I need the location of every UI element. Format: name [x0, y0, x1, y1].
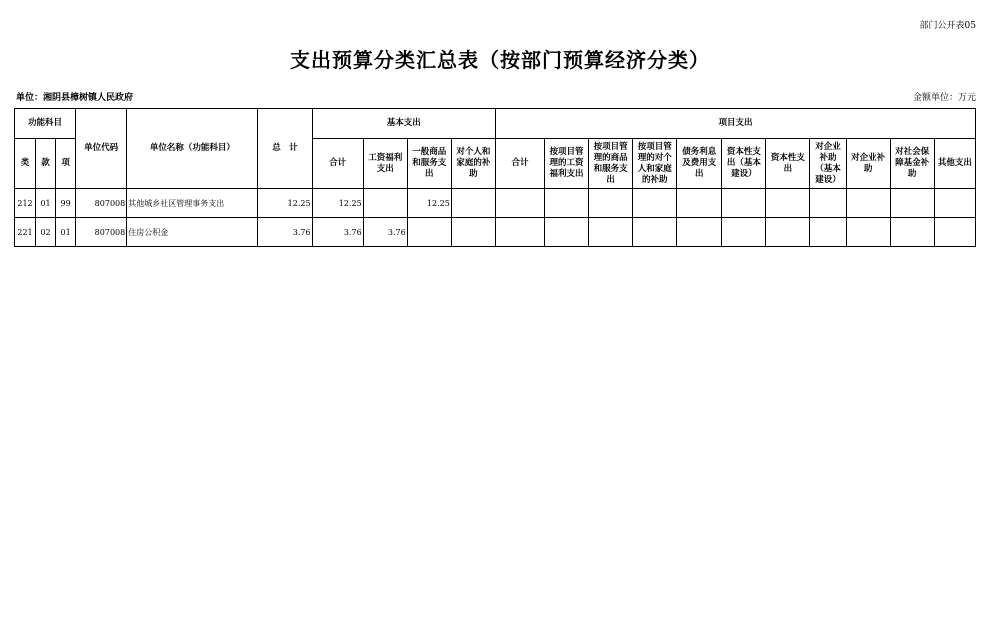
- cell-empty: [633, 189, 677, 218]
- page-title: 支出预算分类汇总表（按部门预算经济分类）: [290, 48, 710, 72]
- cell-empty: [890, 189, 934, 218]
- budget-table: [14, 108, 976, 247]
- header-project-social-security: 对社会保障基金补助: [890, 139, 934, 189]
- cell-empty: [589, 189, 633, 218]
- header-project-personal: 按项目管理的对个人和家庭的补助: [633, 139, 677, 189]
- header-project: 项目支出: [495, 109, 975, 139]
- header-project-capital-construction: 资本性支出（基本建设）: [722, 139, 766, 189]
- header-xiang: 项: [56, 139, 76, 189]
- cell-lei: 221: [15, 218, 36, 247]
- header-project-goods: 按项目管理的商品和服务支出: [589, 139, 633, 189]
- cell-empty: [810, 218, 846, 247]
- cell-empty: [766, 189, 810, 218]
- cell-empty: [846, 218, 890, 247]
- cell-basic-total: 3.76: [312, 218, 363, 247]
- cell-empty: [890, 218, 934, 247]
- cell-empty: [722, 189, 766, 218]
- header-basic-salary: 工资福利支出: [363, 139, 407, 189]
- header-basic: 基本支出: [312, 109, 495, 139]
- cell-empty: [677, 218, 722, 247]
- header-kuan: 款: [36, 139, 56, 189]
- header-project-enterprise: 对企业补助: [846, 139, 890, 189]
- cell-empty: [545, 218, 589, 247]
- cell-empty: [633, 218, 677, 247]
- header-basic-total: 合计: [312, 139, 363, 189]
- cell-basic-salary: 3.76: [363, 218, 407, 247]
- cell-empty: [495, 218, 544, 247]
- cell-empty: [545, 189, 589, 218]
- cell-basic-personal: [451, 218, 495, 247]
- unit-org-label: 单位：湘阴县樟树镇人民政府: [16, 93, 134, 103]
- header-project-salary: 按项目管理的工资福利支出: [545, 139, 589, 189]
- header-func-subject: 功能科目: [15, 109, 76, 139]
- cell-unit-name: 其他城乡社区管理事务支出: [127, 189, 258, 218]
- header-total: 总 计: [258, 109, 312, 189]
- cell-empty: [677, 189, 722, 218]
- cell-basic-total: 12.25: [312, 189, 363, 218]
- table-row: [15, 189, 976, 218]
- header-project-other: 其他支出: [934, 139, 975, 189]
- header-unit-code: 单位代码: [76, 109, 127, 189]
- cell-basic-salary: [363, 189, 407, 218]
- cell-empty: [495, 189, 544, 218]
- header-project-total: 合计: [495, 139, 544, 189]
- cell-empty: [934, 218, 975, 247]
- amount-unit-label: 金额单位：万元: [912, 93, 976, 103]
- cell-total: 12.25: [258, 189, 312, 218]
- cell-basic-personal: [451, 189, 495, 218]
- cell-unit-code: 807008: [76, 189, 127, 218]
- cell-kuan: 02: [36, 218, 56, 247]
- cell-empty: [810, 189, 846, 218]
- cell-empty: [589, 218, 633, 247]
- cell-total: 3.76: [258, 218, 312, 247]
- header-row-1: [15, 109, 976, 139]
- form-number: 部门公开表05: [919, 21, 976, 31]
- header-project-debt: 债务利息及费用支出: [677, 139, 722, 189]
- header-lei: 类: [15, 139, 36, 189]
- cell-lei: 212: [15, 189, 36, 218]
- header-basic-personal: 对个人和家庭的补助: [451, 139, 495, 189]
- cell-basic-goods: [407, 218, 451, 247]
- header-project-capital: 资本性支出: [766, 139, 810, 189]
- cell-xiang: 99: [56, 189, 76, 218]
- cell-empty: [766, 218, 810, 247]
- cell-basic-goods: 12.25: [407, 189, 451, 218]
- table-row: [15, 218, 976, 247]
- cell-empty: [846, 189, 890, 218]
- header-basic-goods: 一般商品和服务支出: [407, 139, 451, 189]
- cell-xiang: 01: [56, 218, 76, 247]
- header-project-enterprise-construction: 对企业补助（基本建设）: [810, 139, 846, 189]
- cell-empty: [722, 218, 766, 247]
- cell-empty: [934, 189, 975, 218]
- cell-kuan: 01: [36, 189, 56, 218]
- cell-unit-code: 807008: [76, 218, 127, 247]
- cell-unit-name: 住房公积金: [127, 218, 258, 247]
- header-unit-name: 单位名称（功能科目）: [127, 109, 258, 189]
